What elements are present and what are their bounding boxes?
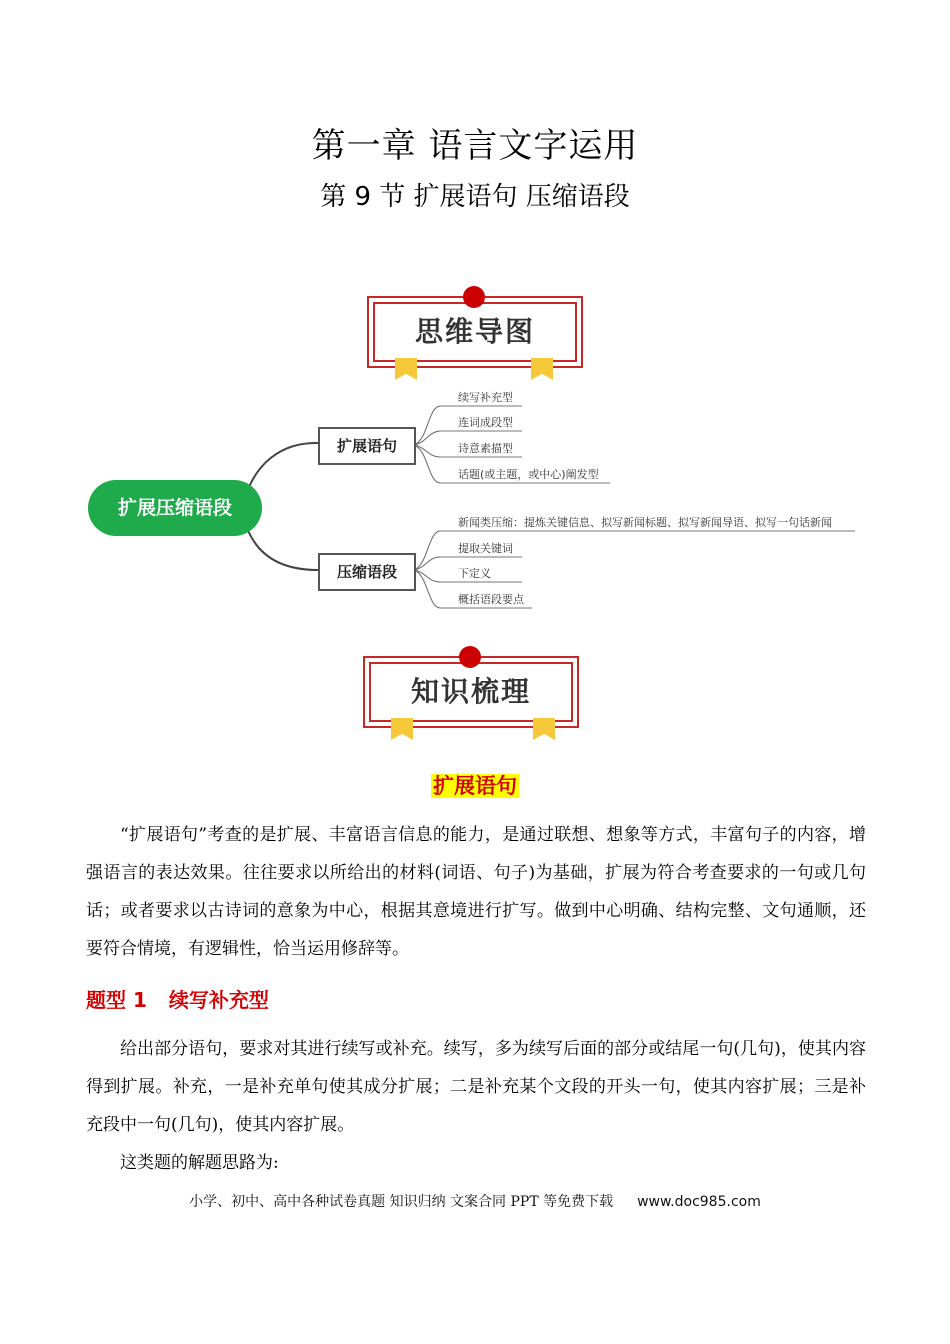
knowledge-banner — [363, 656, 579, 728]
footer-text: 小学、初中、高中各种试卷真题 知识归纳 文案合同 PPT 等免费下载 — [189, 1194, 614, 1210]
red-dot-icon — [459, 646, 481, 668]
ribbon-right-icon — [533, 718, 555, 740]
mindmap-leaf: 连词成段型 — [458, 416, 513, 429]
section-heading-text: 扩展语句 — [433, 774, 517, 798]
mindmap-branch-expand: 扩展语句 — [318, 427, 416, 465]
approach-line: 这类题的解题思路为: — [120, 1153, 279, 1173]
mindmap-leaf: 话题(或主题，或中心)阐发型 — [458, 468, 599, 481]
page-footer — [0, 1191, 950, 1211]
question-type-heading — [86, 984, 269, 1013]
mindmap-leaf: 下定义 — [458, 567, 491, 580]
question-type-title: 续写补充型 — [168, 988, 269, 1012]
knowledge-banner-title: 知识梳理 — [410, 675, 531, 708]
mindmap-leaf: 提取关键词 — [458, 542, 513, 555]
mindmap-leaf: 概括语段要点 — [458, 593, 524, 606]
mindmap-banner — [367, 296, 583, 368]
mindmap-leaf: 续写补充型 — [458, 391, 513, 404]
mindmap-branch-compress: 压缩语段 — [318, 553, 416, 591]
type1-paragraph: 给出部分语句，要求对其进行续写或补充。续写，多为续写后面的部分或结尾一句(几句)，使其内容得到扩展。补充，一是补充单句使其成分扩展；二是补充某个文段的开头一句，使其内容扩展；三是补充段中一句(几句)，使其内容扩展。 — [86, 1039, 866, 1135]
section-title: 第 9 节 扩展语句 压缩语段 — [320, 182, 630, 212]
mindmap-banner-title: 思维导图 — [414, 315, 535, 348]
footer-site-link[interactable]: www.doc985.com — [637, 1194, 761, 1210]
chapter-title: 第一章 语言文字运用 — [311, 126, 639, 166]
mindmap-root-node: 扩展压缩语段 — [88, 480, 262, 536]
question-type-number: 题型 1 — [86, 988, 147, 1012]
mindmap-leaf: 新闻类压缩：提炼关键信息、拟写新闻标题、拟写新闻导语、拟写一句话新闻 — [458, 516, 832, 529]
section-heading — [0, 770, 950, 800]
intro-paragraph: “扩展语句”考查的是扩展、丰富语言信息的能力，是通过联想、想象等方式，丰富句子的内容，增强语言的表达效果。往往要求以所给出的材料(词语、句子)为基础，扩展为符合考查要求的一句或几句话；或者要求以古诗词的意象为中心，根据其意境进行扩写。做到中心明确、结构完整、文句通顺，还要符合情境，有逻辑性，恰当运用修辞等。 — [86, 825, 866, 959]
mindmap-leaf: 诗意素描型 — [458, 442, 513, 455]
red-dot-icon — [463, 286, 485, 308]
ribbon-left-icon — [391, 718, 413, 740]
